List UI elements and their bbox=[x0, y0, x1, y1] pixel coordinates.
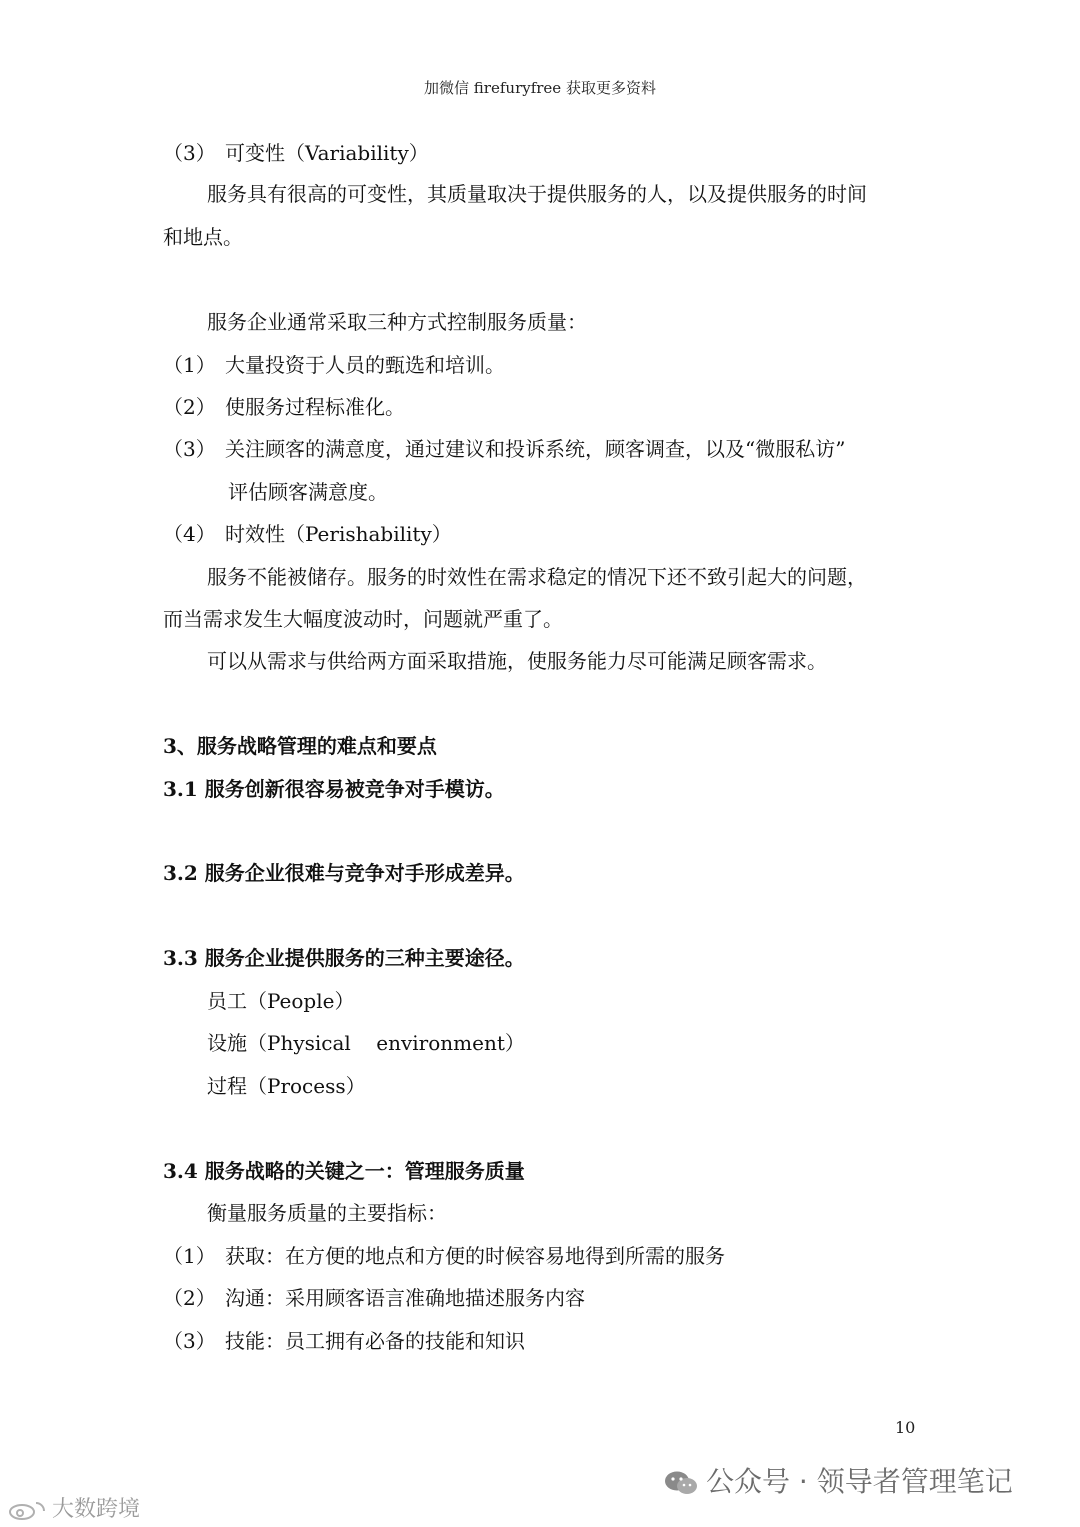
list-item: （4） 时效性（Perishability） bbox=[163, 522, 452, 546]
section-heading: 3、服务战略管理的难点和要点 bbox=[163, 734, 437, 758]
paragraph: 衡量服务质量的主要指标： bbox=[207, 1201, 447, 1225]
weibo-icon bbox=[8, 1499, 48, 1521]
list-item: （1） 获取：在方便的地点和方便的时候容易地得到所需的服务 bbox=[163, 1244, 725, 1268]
paragraph: 服务企业通常采取三种方式控制服务质量： bbox=[207, 310, 587, 334]
paragraph: 可以从需求与供给两方面采取措施，使服务能力尽可能满足顾客需求。 bbox=[207, 649, 827, 673]
list-item: （2） 沟通：采用顾客语言准确地描述服务内容 bbox=[163, 1286, 585, 1310]
subsection-heading: 3.2 服务企业很难与竞争对手形成差异。 bbox=[163, 861, 525, 885]
list-item: （3） 关注顾客的满意度，通过建议和投诉系统，顾客调查，以及“微服私访” bbox=[163, 437, 846, 461]
paragraph: 员工（People） bbox=[207, 989, 355, 1013]
paragraph: 过程（Process） bbox=[207, 1074, 366, 1098]
paragraph: 而当需求发生大幅度波动时，问题就严重了。 bbox=[163, 607, 563, 631]
paragraph: 服务具有很高的可变性，其质量取决于提供服务的人，以及提供服务的时间 bbox=[207, 182, 867, 206]
paragraph: 设施（Physical environment） bbox=[207, 1031, 525, 1055]
subsection-heading: 3.4 服务战略的关键之一：管理服务质量 bbox=[163, 1159, 525, 1183]
subsection-heading: 3.3 服务企业提供服务的三种主要途径。 bbox=[163, 946, 525, 970]
wechat-icon bbox=[664, 1470, 698, 1496]
paragraph: 和地点。 bbox=[163, 225, 243, 249]
list-item: （2） 使服务过程标准化。 bbox=[163, 395, 405, 419]
list-item: （1） 大量投资于人员的甄选和培训。 bbox=[163, 353, 505, 377]
paragraph: 评估顾客满意度。 bbox=[228, 480, 388, 504]
list-item: （3） 可变性（Variability） bbox=[163, 141, 429, 165]
paragraph: 服务不能被储存。服务的时效性在需求稳定的情况下还不致引起大的问题， bbox=[207, 565, 867, 589]
page-header: 加微信 firefuryfree 获取更多资料 bbox=[424, 79, 656, 97]
list-item: （3） 技能：员工拥有必备的技能和知识 bbox=[163, 1329, 525, 1353]
subsection-heading: 3.1 服务创新很容易被竞争对手模访。 bbox=[163, 777, 505, 801]
corner-watermark: 大数跨境 bbox=[8, 1492, 140, 1523]
page-number: 10 bbox=[895, 1418, 916, 1437]
footer-watermark: 公众号 · 领导者管理笔记 bbox=[664, 1460, 1013, 1500]
